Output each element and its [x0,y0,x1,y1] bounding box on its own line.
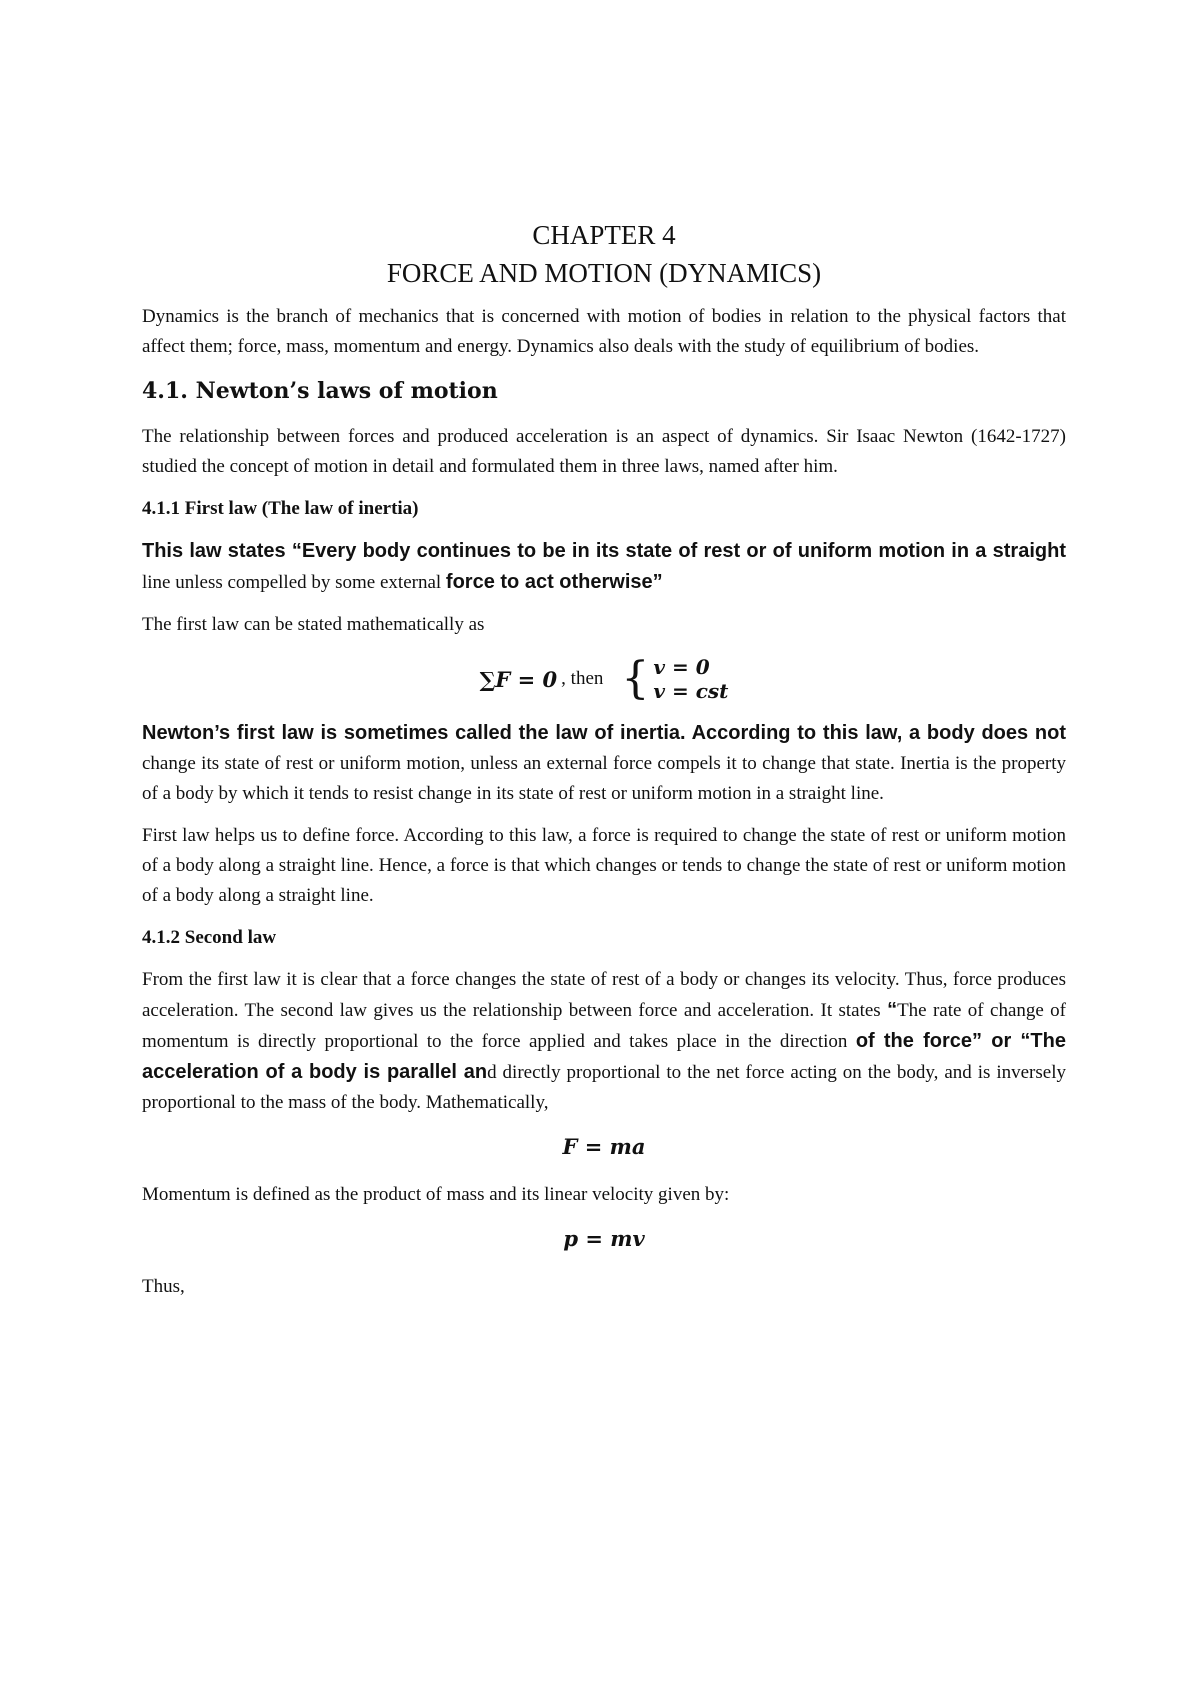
second-law-text-3: d directly proportional to the net force acting on the body, and is inversely proportional to the mass of the body. Mathematically, [142,1062,1066,1113]
section-4-1-paragraph: The relationship between forces and produced acceleration is an aspect of dynamics. Sir Isaac Newton (1642-1727) studied the concept of motion in detail and formulated them in three laws, named after him. [142,426,1066,477]
chapter-number: CHAPTER 4 [532,220,676,250]
thus-text: Thus, [142,1276,185,1297]
first-law-statement-bold-end: force to act otherwise” [445,571,663,593]
equation-case-2: v = cst [653,679,729,703]
first-law-equation [142,652,1066,706]
second-law-heading: 4.1.2 Second law [142,927,277,948]
inertia-paragraph [142,718,1066,809]
equation-cases [653,655,728,703]
force-definition-paragraph: First law helps us to define force. According to this law, a force is required to change the state of rest or uniform motion of a body along a straight line. Hence, a force is that which changes or tends to change the state of rest or uniform motion of a body along a straight line. [142,825,1066,906]
inertia-normal: change its state of rest or uniform motion, unless an external force compels it to change that state. Inertia is the property of a body by which it tends to resist change in its state of rest or uniform motion in a straight line. [142,753,1066,804]
momentum-paragraph: Momentum is defined as the product of mass and its linear velocity given by: [142,1184,730,1205]
chapter-title: FORCE AND MOTION (DYNAMICS) [386,258,822,288]
equation-sum-force: ∑F = 0 [479,666,558,692]
second-law-text-1: From the first law it is clear that a force changes the state of rest of a body or changes its velocity. Thus, force produces acceleration. The second law gives us the relationship between force and acceleration. It states [142,969,1066,1021]
first-law-statement [142,536,1066,598]
equation-then: , then [561,668,604,689]
momentum-equation: p = mv [563,1226,645,1251]
page-content [142,216,1066,1314]
first-law-statement-normal: line unless compelled by some external [142,572,446,593]
first-law-statement-bold: This law states “Every body continues to be in its state of rest or of uniform motion in a straight [142,540,1066,562]
section-heading-4-1: 4.1. Newton’s laws of motion [142,378,498,404]
second-law-bold: of the force” or “The acceleration of a body is parallel an [142,1030,1066,1083]
first-law-math-intro: The first law can be stated mathematically as [142,614,485,635]
first-law-heading: 4.1.1 First law (The law of inertia) [142,498,419,519]
second-law-paragraph [142,965,1066,1118]
intro-paragraph: Dynamics is the branch of mechanics that is concerned with motion of bodies in relation to the physical factors that affect them; force, mass, momentum and energy. Dynamics also deals with the study of equilibrium of bodies. [142,306,1066,357]
second-law-quote-mark: “ [887,999,898,1021]
brace-icon: { [621,653,650,704]
second-law-text-2: The rate of change of momentum is directly proportional to the force applied and takes place in the direction [142,1000,1066,1052]
newton-second-law-equation: F = ma [562,1134,646,1159]
equation-case-1: v = 0 [653,655,710,679]
inertia-bold: Newton’s first law is sometimes called the law of inertia. According to this law, a body does not [142,722,1066,744]
